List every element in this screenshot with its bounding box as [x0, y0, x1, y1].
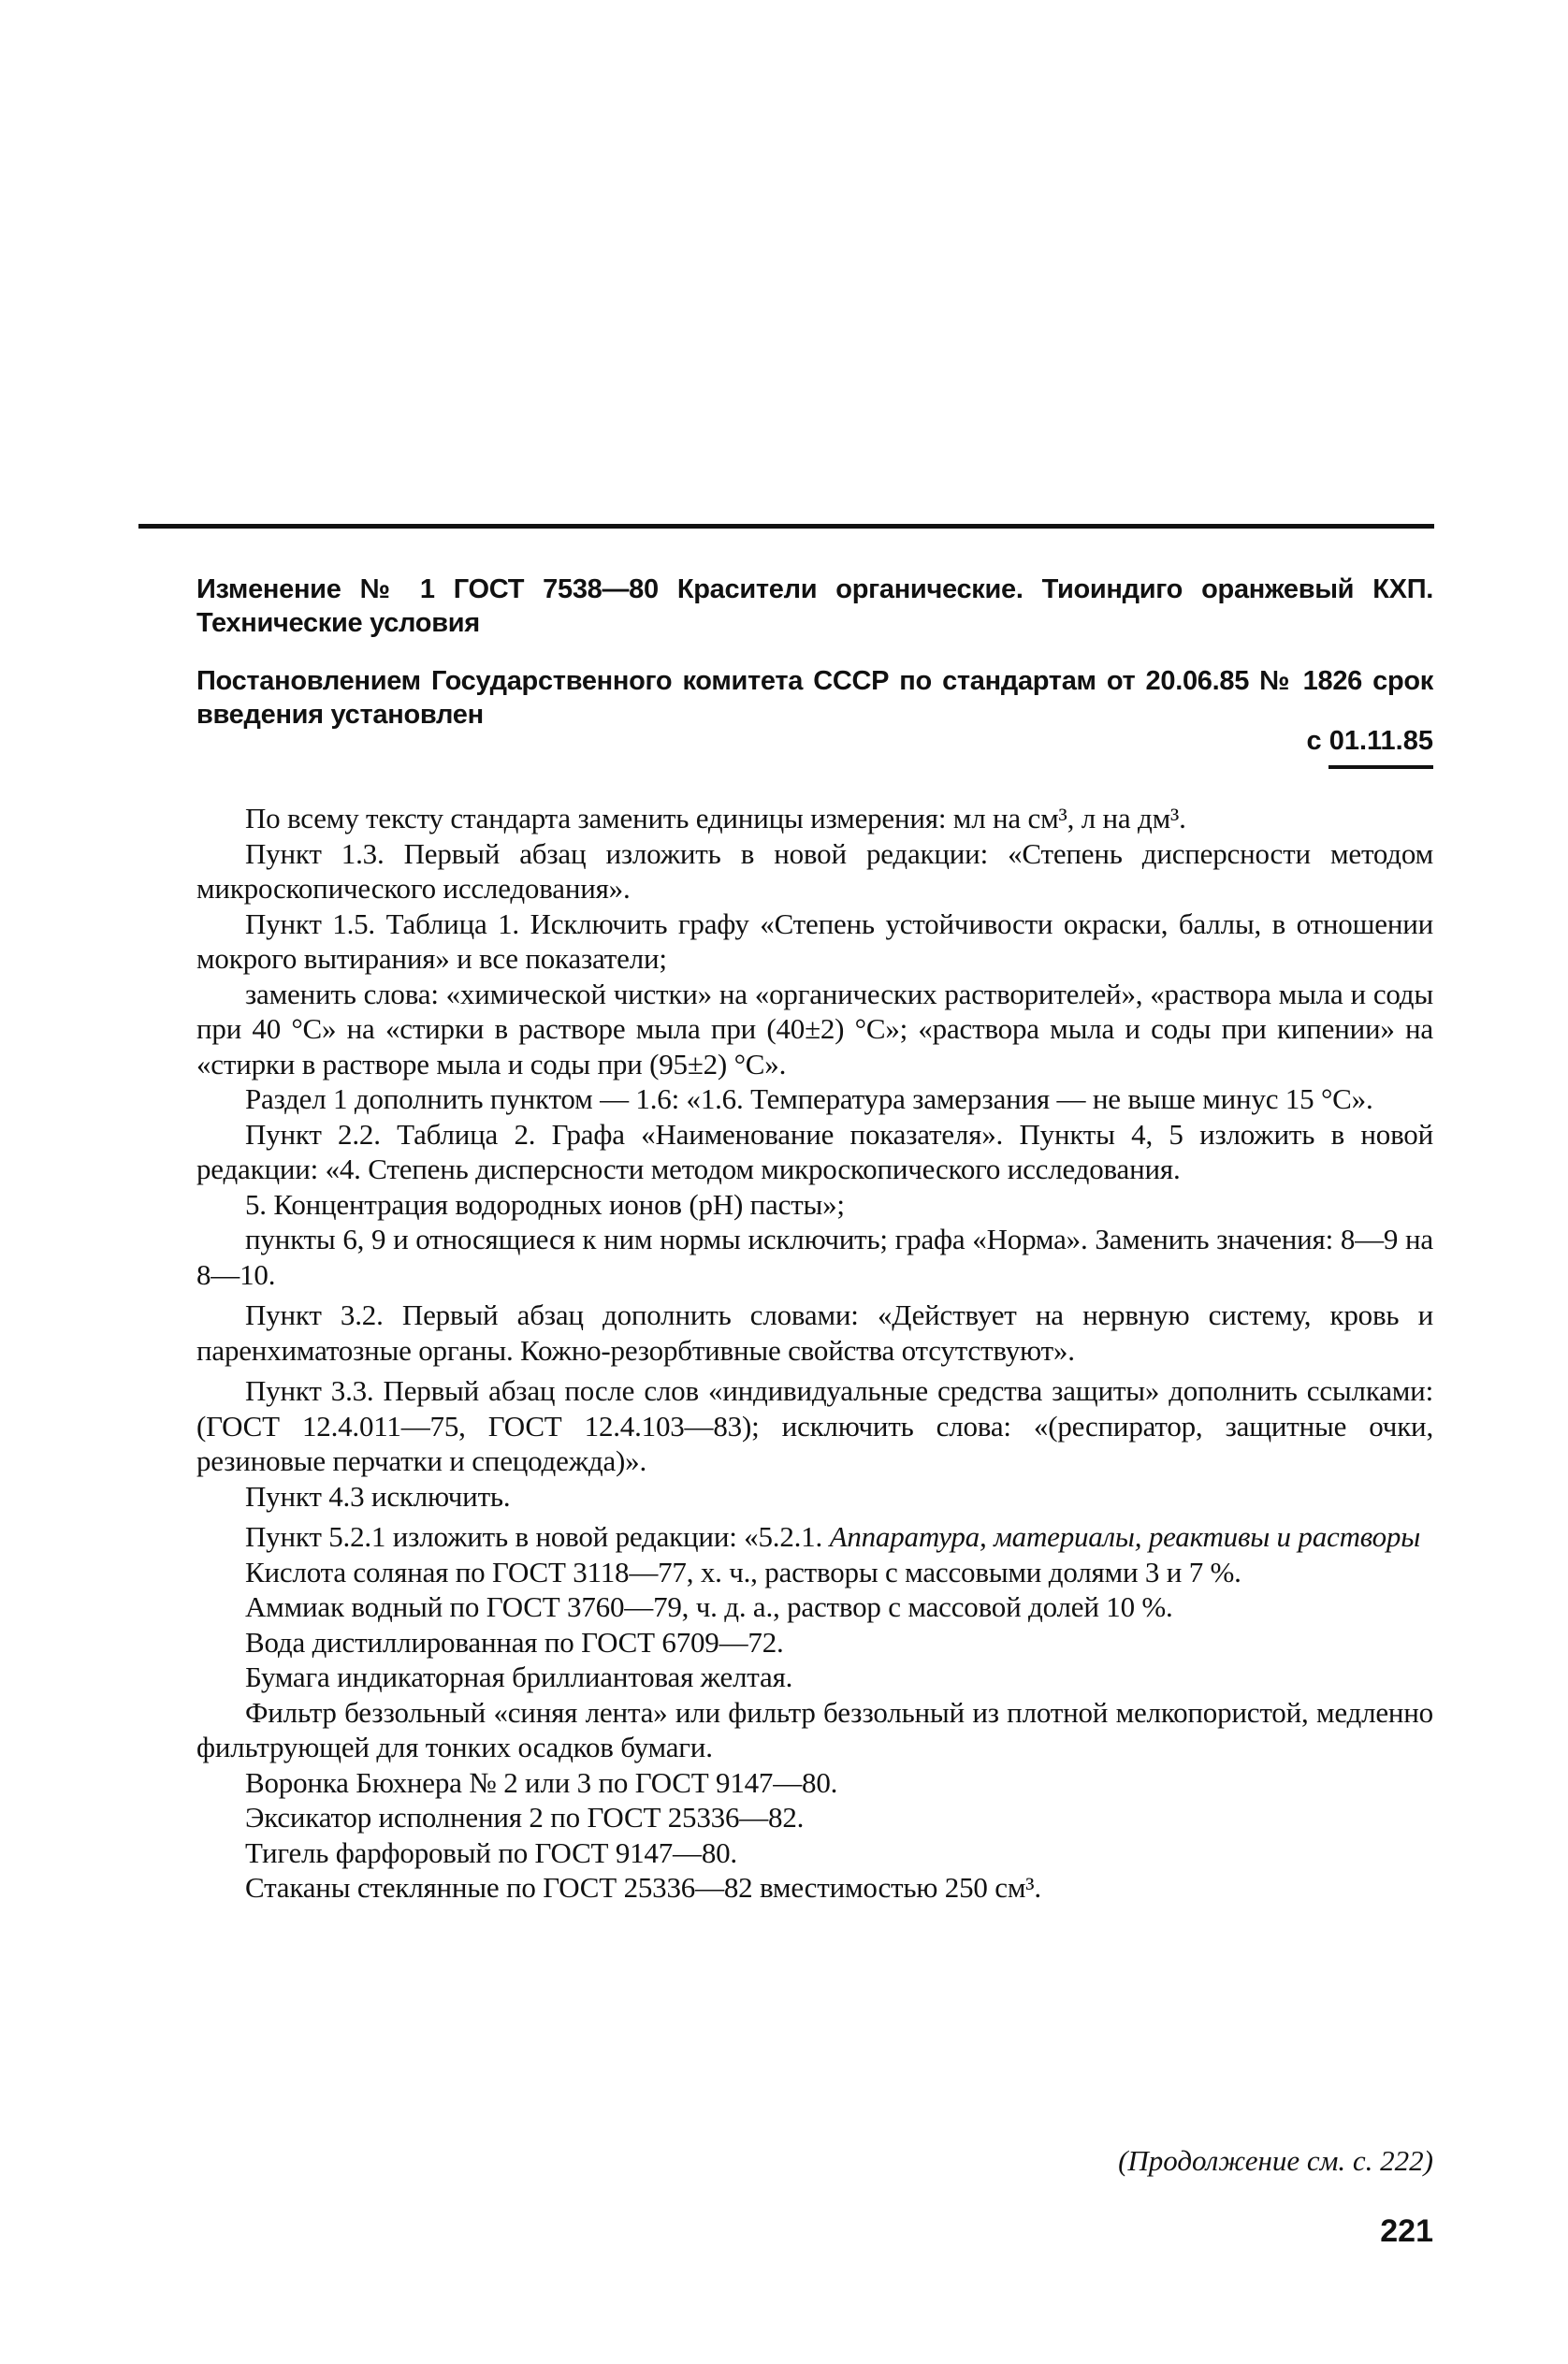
list-item: Воронка Бюхнера № 2 или 3 по ГОСТ 9147—80. — [245, 1765, 838, 1799]
paragraph: Пункт 4.3 исключить. — [245, 1479, 511, 1513]
paragraph: Пункт 2.2. Таблица 2. Графа «Наименование показателя». Пункты 4, 5 изложить в новой редакции: «4. Степень дисперсности методом микроскопического исследования. — [196, 1117, 1433, 1185]
paragraph: По всему тексту стандарта заменить единицы измерения: мл на см³, л на дм³. — [245, 802, 1186, 834]
paragraph: заменить слова: «химической чистки» на «органических растворителей», «раствора мыла и соды при 40 °С» на «стирки в растворе мыла при (40±2) °С»; «раствора мыла и соды при кипении» на «стирки в растворе мыла и соды при (95±2) °С». — [196, 977, 1433, 1080]
effective-date: с 01.11.85 — [1306, 726, 1433, 756]
page-number: 221 — [1380, 2213, 1433, 2249]
list-item: Стаканы стеклянные по ГОСТ 25336—82 вместимостью 250 см³. — [245, 1871, 1041, 1904]
paragraph-521-heading: Аппаратура, материалы, реактивы и растворы — [829, 1520, 1420, 1553]
paragraph-521 — [196, 1519, 1433, 1555]
document-body — [196, 795, 1433, 1906]
list-item: Кислота соляная по ГОСТ 3118—77, х. ч., растворы с массовыми долями 3 и 7 %. — [245, 1555, 1241, 1588]
list-item: Фильтр беззольный «синяя лента» или фильтр беззольный из плотной мелкопористой, медленно фильтрующей для тонких осадков бумаги. — [196, 1695, 1433, 1763]
list-item: Бумага индикаторная бриллиантовая желтая. — [245, 1661, 793, 1693]
date-underline — [1328, 765, 1433, 769]
list-item: Эксикатор исполнения 2 по ГОСТ 25336—82. — [245, 1801, 805, 1834]
list-item: Тигель фарфоровый по ГОСТ 9147—80. — [245, 1835, 737, 1869]
paragraph-521-lead: Пункт 5.2.1 изложить в новой редакции: «5.2.1. — [245, 1520, 830, 1553]
paragraph: Пункт 1.3. Первый абзац изложить в новой редакции: «Степень дисперсности методом микроскопического исследования». — [196, 836, 1433, 905]
paragraph: Пункт 1.5. Таблица 1. Исключить графу «Степень устойчивости окраски, баллы, в отношении мокрого вытирания» и все показатели; — [196, 906, 1433, 975]
paragraph: 5. Концентрация водородных ионов (рН) пасты»; — [245, 1187, 845, 1221]
continuation-note: (Продолжение см. с. 222) — [1118, 2144, 1433, 2177]
paragraph: пункты 6, 9 и относящиеся к ним нормы исключить; графа «Норма». Заменить значения: 8—9 на 8—10. — [196, 1223, 1433, 1291]
paragraph: Пункт 3.2. Первый абзац дополнить словами: «Действует на нервную систему, кровь и паренхиматозные органы. Кожно-резорбтивные свойства отсутствуют». — [196, 1298, 1433, 1367]
decree-text: Постановлением Государственного комитета СССР по стандартам от 20.06.85 № 1826 срок введения установлен — [196, 666, 1433, 730]
paragraph: Пункт 3.3. Первый абзац после слов «индивидуальные средства защиты» дополнить ссылками: (ГОСТ 12.4.011—75, ГОСТ 12.4.103—83); исключить слова: «(респиратор, защитные очки, резиновые перчатки и спецодежда)». — [196, 1374, 1433, 1477]
list-item: Аммиак водный по ГОСТ 3760—79, ч. д. а., раствор с массовой долей 10 %. — [245, 1590, 1173, 1623]
top-rule — [138, 524, 1434, 529]
list-item: Вода дистиллированная по ГОСТ 6709—72. — [245, 1625, 784, 1659]
amendment-title: Изменение № 1 ГОСТ 7538—80 Красители органические. Тиоиндиго оранжевый КХП. Технические условия — [196, 574, 1433, 638]
paragraph: Раздел 1 дополнить пунктом — 1.6: «1.6. Температура замерзания — не выше минус 15 °С». — [245, 1082, 1373, 1115]
